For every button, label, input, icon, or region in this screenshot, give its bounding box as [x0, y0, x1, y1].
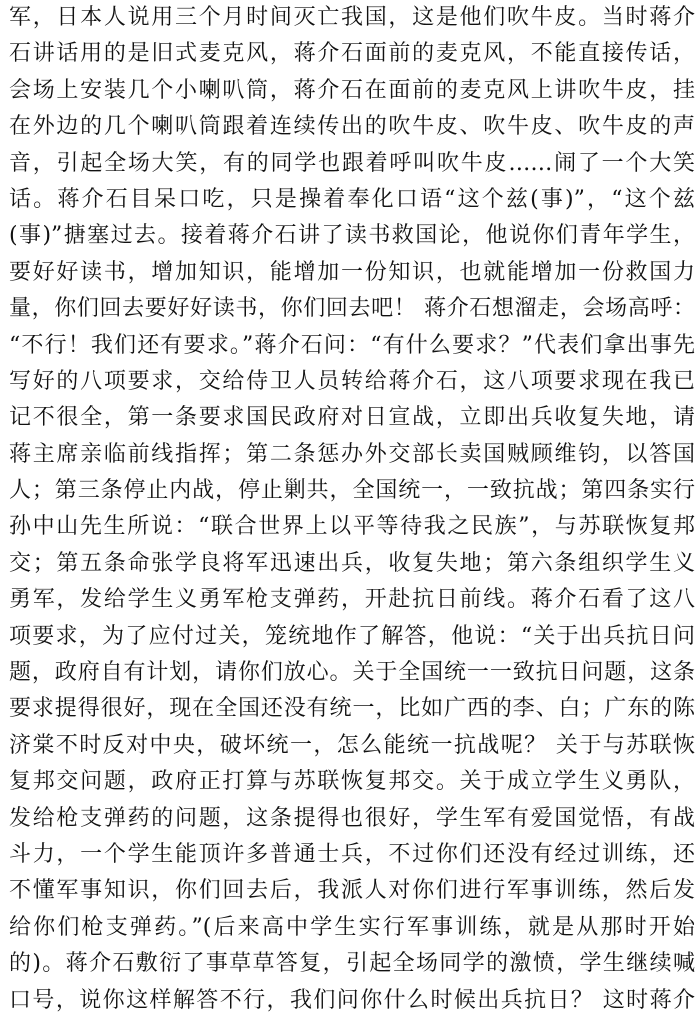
text-line-26: 给你们枪支弹药。”(后来高中学生实行军事训练，就是从那时开始: [9, 914, 695, 940]
text-line-16: 交；第五条命张学良将军迅速出兵，收复失地；第六条组织学生义: [9, 550, 695, 576]
text-line-8: 要好好读书，增加知识，能增加一份知识，也就能增加一份救国力: [9, 259, 695, 285]
text-line-23: 发给枪支弹药的问题，这条提得也很好，学生军有爱国觉悟，有战: [9, 805, 695, 831]
text-line-11: 写好的八项要求，交给侍卫人员转给蒋介石，这八项要求现在我已: [9, 368, 695, 394]
text-line-7: (事)”搪塞过去。接着蒋介石讲了读书救国论，他说你们青年学生，: [9, 223, 695, 249]
text-line-27: 的)。蒋介石敷衍了事草草答复，引起全场同学的激愤，学生继续喊: [9, 951, 695, 977]
text-line-5: 音，引起全场大笑，有的同学也跟着呼叫吹牛皮……闹了一个大笑: [9, 150, 695, 176]
body-text: [9, 0, 695, 1019]
text-line-9: 量，你们回去要好好读书，你们回去吧！ 蒋介石想溜走，会场高呼：: [9, 296, 695, 322]
text-line-2: 石讲话用的是旧式麦克风，蒋介石面前的麦克风，不能直接传话，: [9, 41, 695, 67]
text-line-10: “不行！我们还有要求。”蒋介石问：“有什么要求？”代表们拿出事先: [9, 332, 695, 358]
text-line-17: 勇军，发给学生义勇军枪支弹药，开赴抗日前线。蒋介石看了这八: [9, 587, 695, 613]
text-line-18: 项要求，为了应付过关，笼统地作了解答，他说：“关于出兵抗日问: [9, 623, 695, 649]
text-line-24: 斗力，一个学生能顶许多普通士兵，不过你们还没有经过训练，还: [9, 841, 695, 867]
text-line-15: 孙中山先生所说：“联合世界上以平等待我之民族”，与苏联恢复邦: [9, 514, 695, 540]
text-line-6: 话。蒋介石目呆口吃，只是操着奉化口语“这个兹(事)”，“这个兹: [9, 186, 695, 212]
text-line-28: 口号，说你这样解答不行，我们问你什么时候出兵抗日？ 这时蒋介: [9, 987, 695, 1013]
text-line-25: 不懂军事知识，你们回去后，我派人对你们进行军事训练，然后发: [9, 878, 695, 904]
text-line-14: 人；第三条停止内战，停止剿共，全国统一，一致抗战；第四条实行: [9, 478, 695, 504]
text-line-4: 在外边的几个喇叭筒跟着连续传出的吹牛皮、吹牛皮、吹牛皮的声: [9, 114, 695, 140]
text-line-3: 会场上安装几个小喇叭筒，蒋介石在面前的麦克风上讲吹牛皮，挂: [9, 77, 695, 103]
text-line-13: 蒋主席亲临前线指挥；第二条惩办外交部长卖国贼顾维钧，以答国: [9, 441, 695, 467]
text-line-21: 济棠不时反对中央，破坏统一，怎么能统一抗战呢？ 关于与苏联恢: [9, 732, 695, 758]
text-line-12: 记不很全，第一条要求国民政府对日宣战，立即出兵收复失地，请: [9, 405, 695, 431]
text-line-1: 军，日本人说用三个月时间灭亡我国，这是他们吹牛皮。当时蒋介: [9, 5, 695, 30]
text-line-19: 题，政府自有计划，请你们放心。关于全国统一一致抗日问题，这条: [9, 660, 695, 686]
text-line-20: 要求提得很好，现在全国还没有统一，比如广西的李、白；广东的陈: [9, 696, 695, 722]
text-line-22: 复邦交问题，政府正打算与苏联恢复邦交。关于成立学生义勇队，: [9, 769, 695, 795]
